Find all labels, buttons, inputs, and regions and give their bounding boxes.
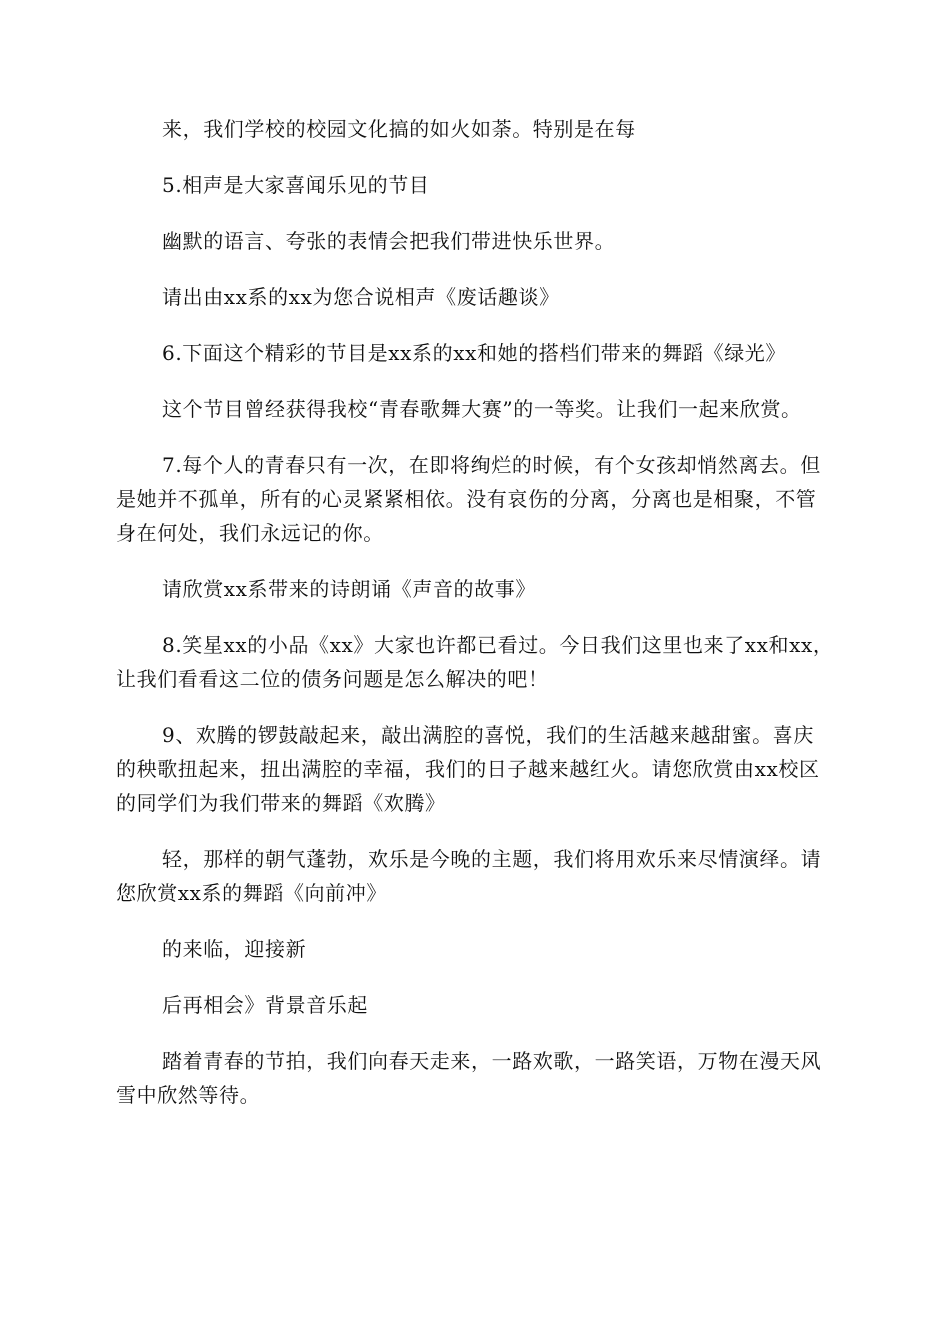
paragraph-14: 踏着青春的节拍，我们向春天走来，一路欢歌，一路笑语，万物在漫天风雪中欣然等待。: [116, 1049, 822, 1107]
paragraph-13: 后再相会》背景音乐起: [162, 993, 368, 1017]
paragraph-5: 6.下面这个精彩的节目是xx系的xx和她的搭档们带来的舞蹈《绿光》: [162, 341, 786, 365]
paragraph-7: 7.每个人的青春只有一次，在即将绚烂的时候，有个女孩却悄然离去。但是她并不孤单，所有的心灵紧紧相依。没有哀伤的分离，分离也是相聚，不管身在何处，我们永远记的你。: [116, 453, 821, 545]
paragraph-1: 来，我们学校的校园文化搞的如火如荼。特别是在每: [162, 117, 636, 141]
document-body: [116, 112, 834, 1134]
paragraph-9: 8.笑星xx的小品《xx》大家也许都已看过。今日我们这里也来了xx和xx，让我们看看这二位的债务问题是怎么解决的吧！: [116, 633, 834, 691]
paragraph-2: 5.相声是大家喜闻乐见的节目: [162, 173, 430, 197]
paragraph-10: 9、欢腾的锣鼓敲起来，敲出满腔的喜悦，我们的生活越来越甜蜜。喜庆的秧歌扭起来，扭出满腔的幸福，我们的日子越来越红火。请您欣赏由xx校区的同学们为我们带来的舞蹈《欢腾》: [116, 723, 820, 815]
paragraph-12: 的来临，迎接新: [162, 937, 307, 961]
paragraph-3: 幽默的语言、夸张的表情会把我们带进快乐世界。: [162, 229, 616, 253]
paragraph-8: 请欣赏xx系带来的诗朗诵《声音的故事》: [162, 577, 536, 601]
paragraph-4: 请出由xx系的xx为您合说相声《废话趣谈》: [162, 285, 560, 309]
paragraph-11: 轻，那样的朝气蓬勃，欢乐是今晚的主题，我们将用欢乐来尽情演绎。请您欣赏xx系的舞蹈《向前冲》: [116, 847, 822, 905]
paragraph-6: 这个节目曾经获得我校“青春歌舞大赛”的一等奖。让我们一起来欣赏。: [162, 397, 802, 421]
